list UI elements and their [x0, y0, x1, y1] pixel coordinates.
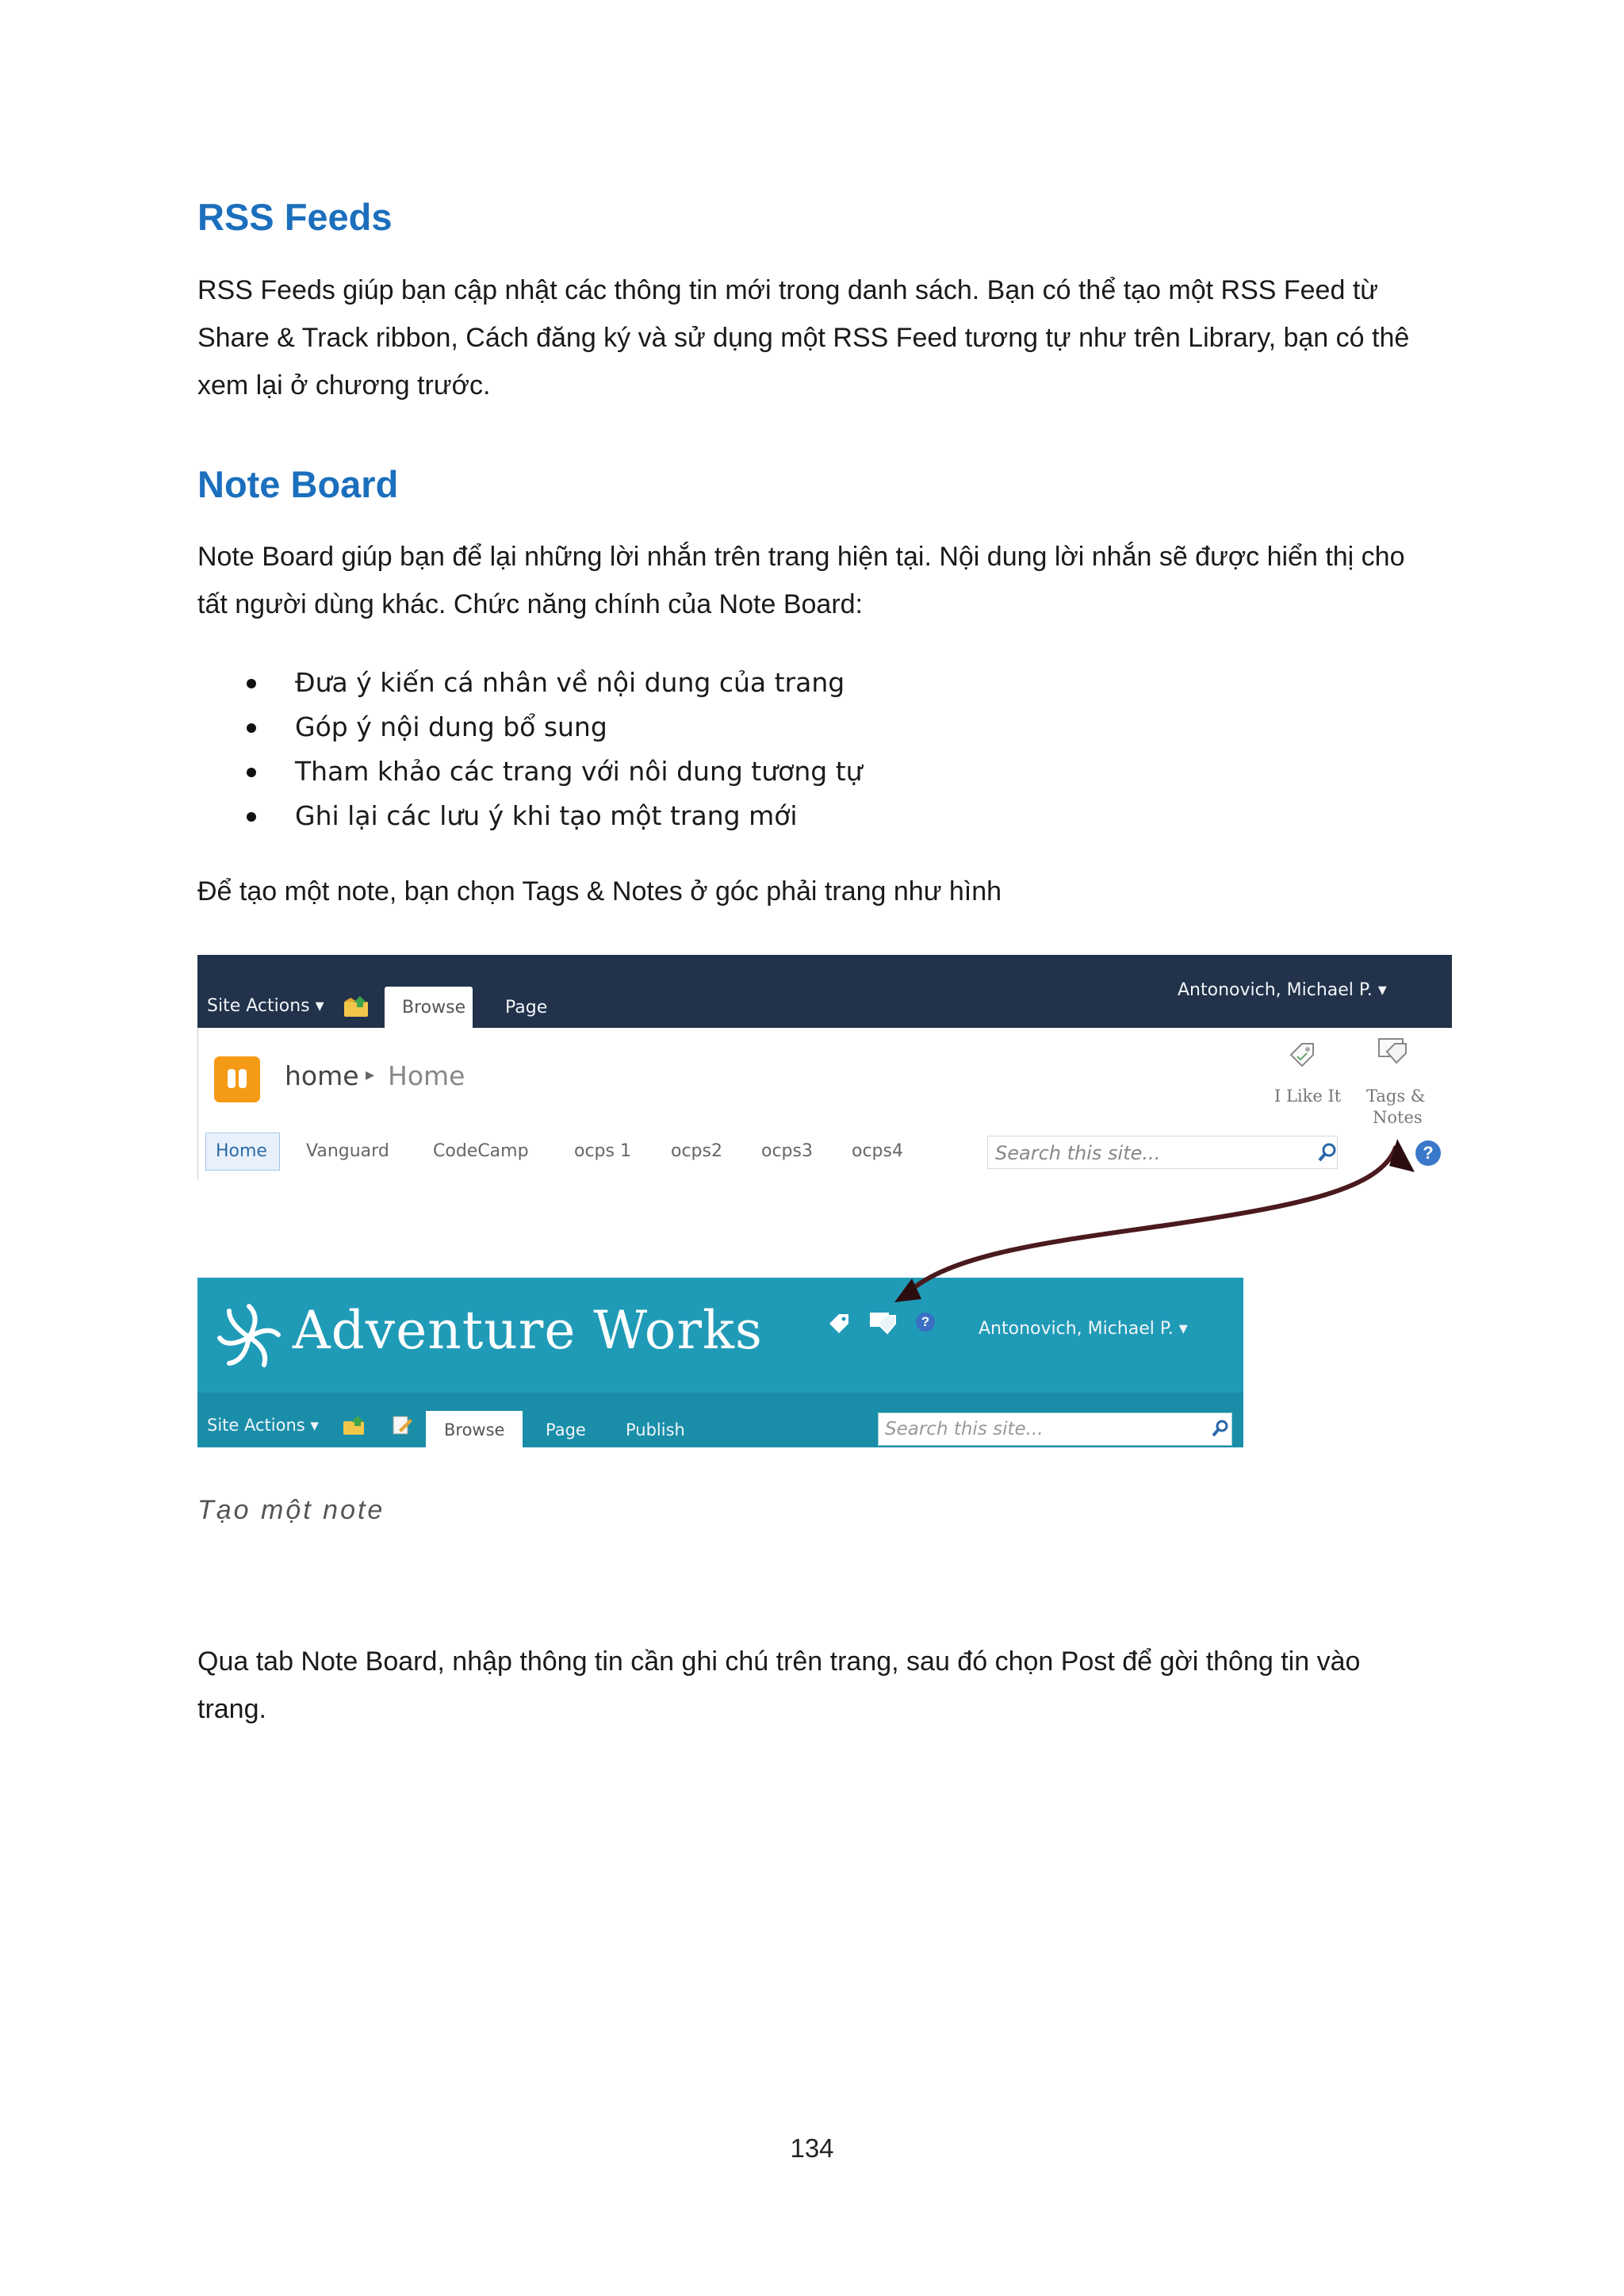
closing-paragraph	[197, 1638, 1450, 1733]
list-item	[197, 794, 863, 838]
section-heading-rss: RSS Feeds	[197, 196, 393, 238]
sharepoint-ribbon-screenshot	[197, 955, 1452, 1179]
tab-publish[interactable]: Publish	[626, 1420, 685, 1439]
site-title[interactable]: Adventure Works	[293, 1300, 763, 1361]
bullet-icon	[247, 679, 256, 688]
search-placeholder: Search this site...	[995, 1142, 1161, 1164]
site-logo-icon[interactable]	[214, 1056, 260, 1102]
page-number: 134	[790, 2133, 834, 2163]
nav-item-ocps4[interactable]: ocps4	[852, 1141, 903, 1161]
bullet-icon	[247, 768, 256, 777]
list-item-text: Ghi lại các lưu ý khi tạo một trang mới	[295, 800, 798, 831]
nav-item-codecamp[interactable]: CodeCamp	[433, 1141, 529, 1161]
nav-item-home[interactable]: Home	[216, 1141, 267, 1161]
note-board-line-2: tất người dùng khác. Chức năng chính của Note Board:	[197, 589, 863, 619]
adventure-works-logo-icon	[213, 1301, 285, 1373]
user-menu[interactable]: Antonovich, Michael P. ▾	[1178, 980, 1387, 1000]
bullet-icon	[247, 723, 256, 733]
breadcrumb-separator-icon: ▸	[366, 1065, 375, 1085]
list-item	[197, 705, 863, 749]
list-item-text: Tham khảo các trang với nôi dung tương tự	[295, 756, 863, 787]
tags-notes-button-line1[interactable]: Tags &	[1366, 1087, 1426, 1106]
figure-caption: Tạo một note	[197, 1495, 385, 1525]
site-actions-menu[interactable]: Site Actions ▾	[207, 1416, 319, 1435]
tags-notes-icon[interactable]	[1376, 1034, 1411, 1069]
list-item	[197, 661, 863, 705]
edit-page-icon[interactable]	[391, 1414, 413, 1436]
search-icon[interactable]	[1211, 1419, 1230, 1438]
search-icon[interactable]	[1317, 1142, 1338, 1163]
tab-browse-label: Browse	[402, 998, 466, 1018]
rss-line-2: Share & Track ribbon, Cách đăng ký và sử dụng một RSS Feed tương tự như trên Library, bạn có thê	[197, 323, 1410, 353]
rss-line-1: RSS Feeds giúp bạn cập nhật các thông tin mới trong danh sách. Bạn có thể tạo một RSS Feed từ	[197, 275, 1379, 305]
nav-item-ocps1[interactable]: ocps 1	[574, 1141, 631, 1161]
rss-line-3: xem lại ở chương trước.	[197, 370, 491, 401]
closing-line-2: trang.	[197, 1694, 266, 1724]
rss-paragraph	[197, 266, 1450, 409]
bullet-icon	[247, 812, 256, 822]
adventure-works-screenshot	[197, 1278, 1243, 1447]
instruction-text: Để tạo một note, bạn chọn Tags & Notes ở góc phải trang như hình	[197, 876, 1002, 907]
list-item	[197, 749, 863, 794]
list-item-text: Góp ý nội dung bổ sung	[295, 711, 607, 742]
help-icon[interactable]: ?	[916, 1313, 935, 1332]
nav-item-vanguard[interactable]: Vanguard	[306, 1141, 389, 1161]
note-board-line-1: Note Board giúp bạn để lại những lời nhắn trên trang hiện tại. Nội dung lời nhắn sẽ được hiển thị cho	[197, 542, 1405, 572]
help-icon[interactable]: ?	[1415, 1140, 1441, 1166]
i-like-it-icon[interactable]	[826, 1309, 853, 1336]
nav-item-ocps3[interactable]: ocps3	[761, 1141, 813, 1161]
tags-notes-button-line2[interactable]: Notes	[1373, 1108, 1423, 1127]
breadcrumb-current: Home	[388, 1060, 465, 1091]
folder-up-icon[interactable]	[343, 995, 371, 1018]
i-like-it-icon[interactable]	[1285, 1037, 1320, 1072]
note-board-paragraph	[197, 533, 1450, 628]
closing-line-1: Qua tab Note Board, nhập thông tin cần ghi chú trên trang, sau đó chọn Post để gời thông tin vào	[197, 1646, 1361, 1677]
list-item-text: Đưa ý kiến cá nhân về nội dung của trang	[295, 667, 845, 698]
tags-notes-icon[interactable]	[868, 1309, 898, 1336]
tab-page[interactable]: Page	[505, 998, 548, 1018]
tab-browse-label: Browse	[444, 1420, 505, 1439]
user-menu[interactable]: Antonovich, Michael P. ▾	[979, 1319, 1188, 1339]
feature-list	[197, 661, 863, 838]
i-like-it-button[interactable]: I Like It	[1274, 1087, 1342, 1106]
site-actions-menu[interactable]: Site Actions ▾	[207, 996, 324, 1016]
breadcrumb-root[interactable]: home	[285, 1060, 359, 1091]
folder-up-icon[interactable]	[342, 1414, 367, 1436]
nav-item-ocps2[interactable]: ocps2	[671, 1141, 722, 1161]
search-placeholder: Search this site...	[885, 1419, 1044, 1439]
section-heading-note-board: Note Board	[197, 463, 399, 505]
tab-page[interactable]: Page	[546, 1420, 586, 1439]
